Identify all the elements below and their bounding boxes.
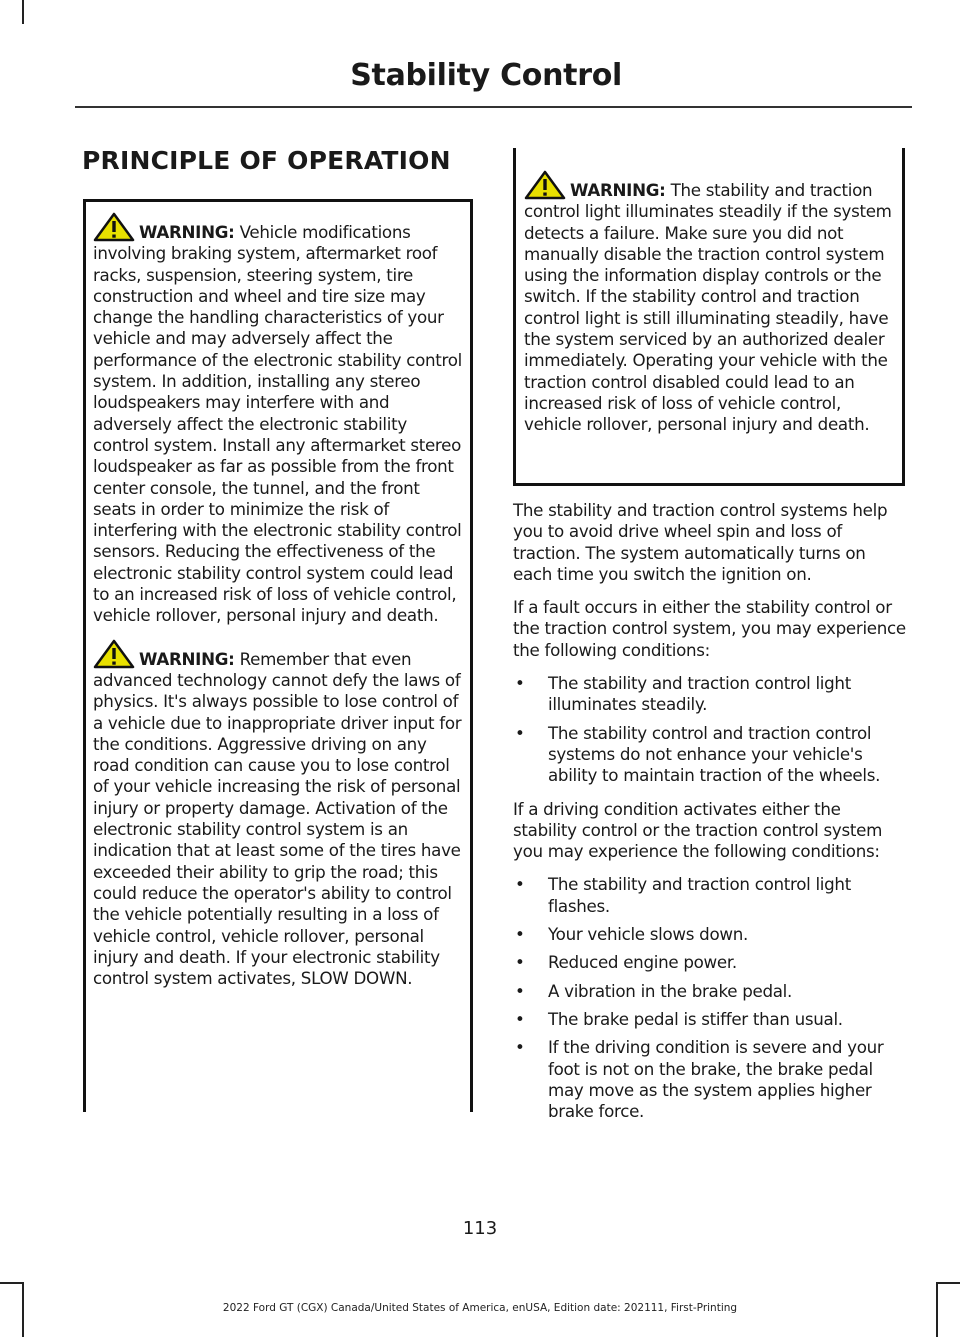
list-item: • The stability and traction control light flashes.: [515, 874, 851, 916]
warning-box-left: [83, 199, 473, 1112]
warning-triangle-icon: [93, 639, 135, 669]
crop-mark-top-left: [22, 0, 24, 24]
fault-conditions-list: [513, 673, 909, 786]
activation-conditions-list: [513, 874, 909, 1122]
page-number: 113: [462, 1218, 498, 1239]
list-item: • The stability control and traction control systems do not enhance your vehicle's ability to maintain traction of the wheels.: [515, 722, 881, 786]
bullet: •: [515, 924, 525, 945]
page-header-title: Stability Control: [350, 58, 622, 93]
warning-laws-of-physics: [93, 639, 462, 990]
body-text-column: [513, 500, 909, 1134]
warning-label: WARNING:: [570, 180, 666, 200]
bullet: •: [515, 952, 525, 973]
warning-vehicle-modifications: [93, 212, 462, 627]
list-item: • A vibration in the brake pedal.: [515, 980, 793, 1001]
paragraph-intro: The stability and traction control systems help you to avoid drive wheel spin and loss of traction. The system automatically turns on each time you switch the ignition on.: [513, 500, 888, 584]
list-item: • The stability and traction control light illuminates steadily.: [515, 673, 851, 715]
warning-triangle-icon: [524, 170, 566, 200]
warning-label: WARNING:: [139, 222, 235, 242]
warning-label: WARNING:: [139, 648, 235, 669]
warning-triangle-icon: [93, 212, 135, 242]
section-title: PRINCIPLE OF OPERATION: [82, 146, 451, 175]
warning-control-light: [524, 170, 894, 436]
bullet: •: [515, 874, 525, 895]
bullet: •: [515, 722, 525, 743]
warning-text: Remember that even advanced technology cannot defy the laws of physics. It's always possible to lose control of a vehicle due to inappropriate driver input for the conditions. Aggressive driving on any road condition can cause you to lose control of your vehicle increasing the risk of personal injury or property damage. Activation of the electronic stability control system is an indication that at least some of the tires have exceeded their ability to grip the road; this could reduce the operator's ability to control the vehicle potentially resulting in a loss of vehicle control, vehicle rollover, personal injury and death. If your electronic stability control system activates, SLOW DOWN.: [93, 648, 462, 989]
header-divider: [75, 106, 912, 108]
warning-text: Vehicle modifications involving braking system, aftermarket roof racks, suspension, steering system, tire construction and wheel and tire size may change the handling characteristics of your vehicle and may adversely affect the performance of the electronic stability control system. In addition, installing any stereo loudspeakers may interfere with and adversely affect the electronic stability control system. Install any aftermarket stereo loudspeaker as far as possible from the front center console, the tunnel, and the front seats in order to minimize the risk of interfering with the electronic stability control sensors. Reducing the effectiveness of the electronic stability control system could lead to an increased risk of loss of vehicle control, vehicle rollover, personal injury and death.: [93, 222, 462, 626]
list-item: • If the driving condition is severe and your foot is not on the brake, the brake pedal may move as the system applies higher brake force.: [515, 1037, 884, 1122]
paragraph-fault: If a fault occurs in either the stability control or the traction control system, you may experience the following conditions:: [513, 597, 906, 660]
bullet: •: [515, 980, 525, 1001]
crop-mark-bottom-right: [936, 1282, 960, 1284]
list-item: • The brake pedal is stiffer than usual.: [515, 1008, 843, 1029]
bullet: •: [515, 1037, 525, 1058]
bullet: •: [515, 673, 525, 694]
bullet: •: [515, 1008, 525, 1029]
warning-box-right: [513, 148, 905, 486]
paragraph-activation: If a driving condition activates either the stability control or the traction control system you may experience the following conditions:: [513, 798, 883, 862]
list-item: • Your vehicle slows down.: [515, 924, 748, 945]
crop-mark-bottom-left: [0, 1282, 24, 1284]
footer-edition-info: 2022 Ford GT (CGX) Canada/United States of America, enUSA, Edition date: 202111, First-Printing: [222, 1302, 738, 1314]
list-item: • Reduced engine power.: [515, 952, 737, 973]
warning-text: The stability and traction control light illuminates steadily if the system detects a failure. Make sure you did not manually disable the traction control system using the information display controls or the switch. If the stability control and traction control light is still illuminating steadily, have the system serviced by an authorized dealer immediately. Operating your vehicle with the traction control disabled could lead to an increased risk of loss of vehicle control, vehicle rollover, personal injury and death.: [524, 180, 892, 435]
